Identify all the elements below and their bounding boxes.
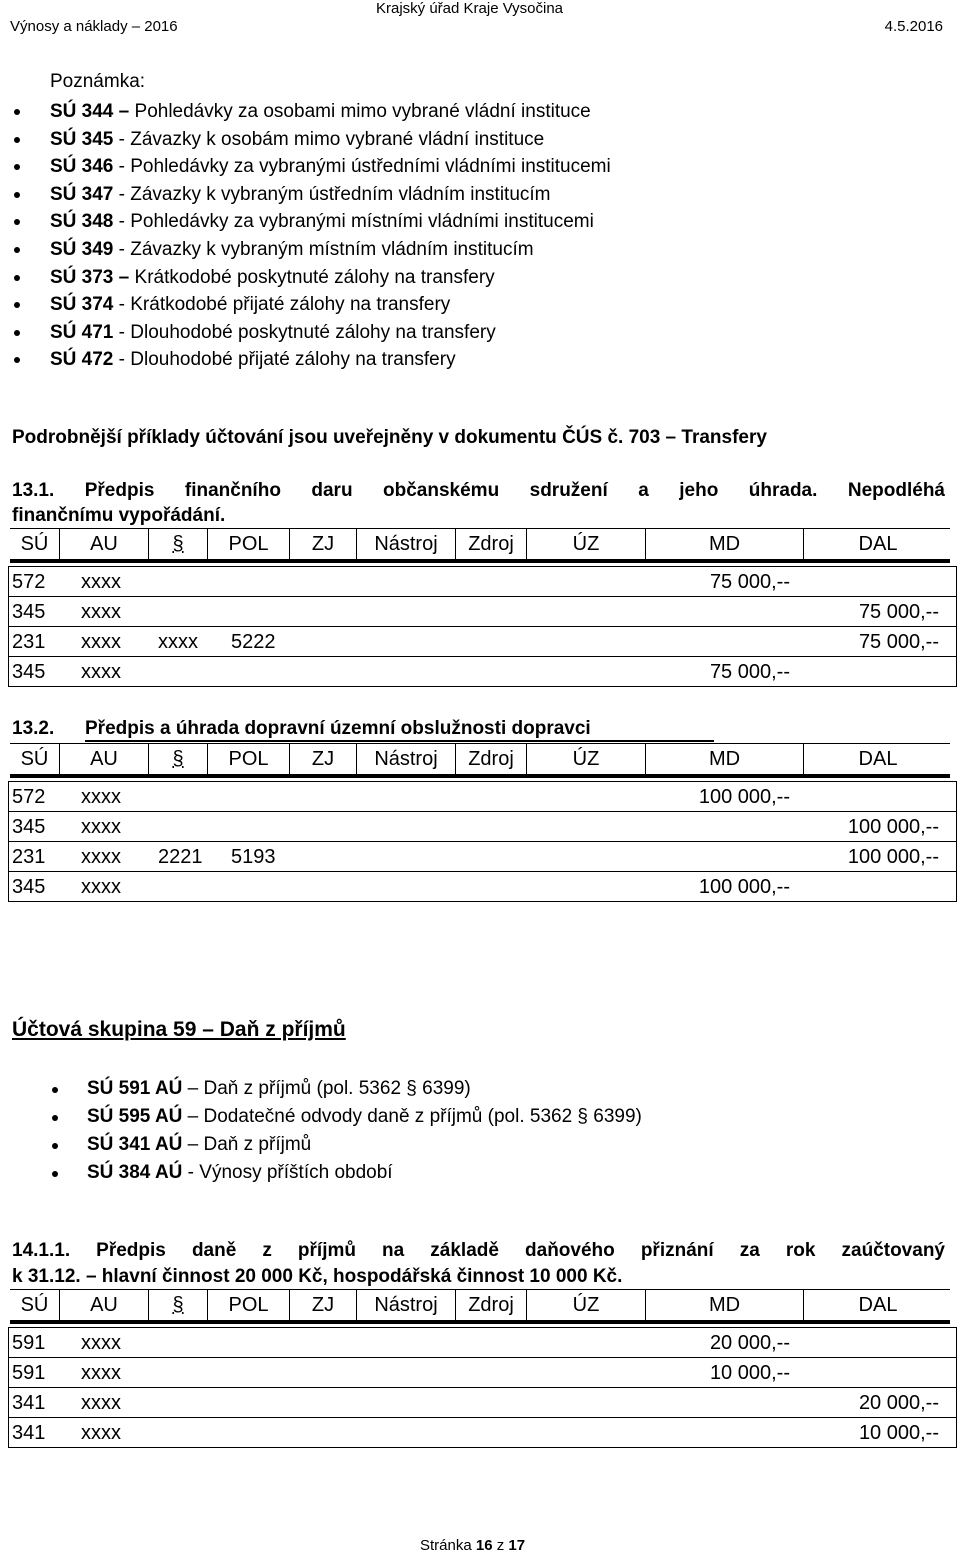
cell-md: 75 000,-- [709, 661, 790, 683]
column-separator [803, 1290, 804, 1320]
note-list [0, 98, 611, 374]
column-header-2: AU [90, 533, 118, 555]
cell-dal: 20 000,-- [858, 1392, 939, 1414]
table-row [9, 597, 957, 627]
column-header-1: SÚ [20, 1294, 49, 1316]
cell-pol: 5193 [231, 846, 276, 868]
row-cell [9, 812, 957, 842]
note-item-code: SÚ 347 [50, 183, 114, 205]
section1-title-line1: 13.1. Předpis finančního daru občanskému sdružení a jeho úhrada. Nepodléhá [12, 480, 945, 501]
section2-number: 13.2. [12, 718, 55, 739]
group59-item-code: SÚ 591 AÚ [87, 1078, 183, 1099]
note-item [0, 208, 611, 236]
column-separator [207, 1290, 208, 1320]
section1-title-line2: finančnímu vypořádání. [12, 505, 226, 526]
section2-table [8, 781, 957, 902]
group59-heading: Účtová skupina 59 – Daň z příjmů [12, 1018, 346, 1041]
column-header-2: AU [90, 748, 118, 770]
note-item-code: SÚ 345 [50, 128, 114, 150]
cell-au: xxxx [81, 786, 121, 808]
cell-au: xxxx [81, 661, 121, 683]
page-header [0, 0, 960, 40]
cell-au: xxxx [81, 1362, 121, 1384]
group59-item [0, 1159, 642, 1187]
column-header-6: Nástroj [374, 533, 438, 555]
note-item-code: SÚ 346 [50, 156, 114, 178]
cell-dal: 75 000,-- [858, 601, 939, 623]
column-header-6: Nástroj [374, 748, 438, 770]
column-separator [207, 529, 208, 559]
column-separator [59, 744, 60, 774]
cell-su: 572 [12, 571, 46, 593]
cell-au: xxxx [81, 571, 121, 593]
group59-item [0, 1075, 642, 1103]
table-row [9, 1388, 957, 1418]
column-header-3: § [172, 1294, 184, 1316]
table-row [9, 1358, 957, 1388]
cell-dal: 100 000,-- [847, 846, 939, 868]
column-separator [289, 744, 290, 774]
column-separator [645, 529, 646, 559]
cell-su: 231 [12, 631, 46, 653]
group59-item [0, 1103, 642, 1131]
table-row [9, 567, 957, 597]
note-item [0, 126, 611, 154]
note-item-text: - Krátkodobé přijaté zálohy na transfery [118, 294, 451, 316]
cell-au: xxxx [81, 816, 121, 838]
column-header-10: DAL [858, 533, 898, 555]
cell-dal: 75 000,-- [858, 631, 939, 653]
row-cell [9, 782, 957, 812]
cell-dal: 100 000,-- [847, 816, 939, 838]
column-separator [356, 1290, 357, 1320]
row-cell [9, 1328, 957, 1358]
footer-mid: z [496, 1537, 505, 1554]
group59-item-text: – Daň z příjmů [187, 1134, 312, 1155]
row-cell [9, 1418, 957, 1448]
column-header-10: DAL [858, 748, 898, 770]
section3-column-header [10, 1289, 950, 1324]
section2-title: Předpis a úhrada dopravní územní obslužnosti dopravci [85, 718, 591, 739]
column-separator [59, 529, 60, 559]
column-header-8: ÚZ [572, 1294, 600, 1316]
note-item-text: - Dlouhodobé poskytnuté zálohy na transfery [118, 321, 496, 343]
table-row [9, 872, 957, 902]
group59-item-code: SÚ 384 AÚ [87, 1162, 183, 1183]
note-item [0, 264, 611, 292]
footer-page-total: 17 [508, 1537, 526, 1554]
column-header-1: SÚ [20, 748, 49, 770]
cell-su: 345 [12, 816, 46, 838]
column-separator [455, 1290, 456, 1320]
row-cell [9, 627, 957, 657]
column-separator [148, 529, 149, 559]
column-header-8: ÚZ [572, 533, 600, 555]
cell-au: xxxx [81, 601, 121, 623]
column-header-1: SÚ [20, 533, 49, 555]
column-header-9: MD [708, 1294, 741, 1316]
table-row [9, 842, 957, 872]
column-separator [645, 1290, 646, 1320]
note-item [0, 291, 611, 319]
column-header-4: POL [228, 748, 269, 770]
cell-paragraph: 2221 [158, 846, 203, 868]
cell-md: 100 000,-- [698, 876, 790, 898]
note-item-code: SÚ 344 – [50, 101, 130, 122]
row-cell [9, 597, 957, 627]
column-separator [526, 1290, 527, 1320]
column-header-4: POL [228, 1294, 269, 1316]
note-item-text: - Závazky k osobám mimo vybrané vládní instituce [118, 128, 545, 150]
row-cell [9, 657, 957, 687]
cell-dal: 10 000,-- [858, 1422, 939, 1444]
cell-su: 341 [12, 1422, 46, 1444]
note-item-text: - Pohledávky za vybranými ústředními vládními institucemi [118, 156, 611, 178]
header-date: 4.5.2016 [884, 18, 943, 35]
column-header-4: POL [228, 533, 269, 555]
column-header-3: § [172, 533, 184, 555]
header-left: Výnosy a náklady – 2016 [10, 18, 178, 35]
column-header-3: § [172, 748, 184, 770]
row-cell [9, 1358, 957, 1388]
section3-title-line1: 14.1.1. Předpis daně z příjmů na základě daňového přiznání za rok zaúčtovaný [12, 1240, 945, 1261]
column-separator [356, 529, 357, 559]
table-row [9, 782, 957, 812]
note-item-text: Krátkodobé poskytnuté zálohy na transfery [134, 266, 495, 288]
table-row [9, 1328, 957, 1358]
section1-table [8, 566, 957, 687]
cell-su: 345 [12, 601, 46, 623]
note-item-text: - Závazky k vybraným ústředním vládním institucím [118, 183, 551, 205]
column-separator [289, 1290, 290, 1320]
note-item [0, 236, 611, 264]
cell-su: 231 [12, 846, 46, 868]
note-item-text: - Dlouhodobé přijaté zálohy na transfery [118, 349, 456, 371]
group59-item-code: SÚ 341 AÚ [87, 1134, 183, 1155]
cell-md: 20 000,-- [709, 1332, 790, 1354]
header-center: Krajský úřad Kraje Vysočina [376, 0, 564, 17]
row-cell [9, 872, 957, 902]
row-cell [9, 842, 957, 872]
column-header-8: ÚZ [572, 748, 600, 770]
table-row [9, 812, 957, 842]
column-separator [455, 529, 456, 559]
cell-su: 345 [12, 876, 46, 898]
column-header-2: AU [90, 1294, 118, 1316]
group59-item-code: SÚ 595 AÚ [87, 1106, 183, 1127]
cell-su: 591 [12, 1332, 46, 1354]
note-item-code: SÚ 349 [50, 238, 114, 260]
column-separator [455, 744, 456, 774]
column-separator [289, 529, 290, 559]
cell-au: xxxx [81, 1392, 121, 1414]
column-separator [803, 744, 804, 774]
note-item-code: SÚ 471 [50, 321, 114, 343]
column-separator [526, 529, 527, 559]
page-footer [420, 1537, 525, 1554]
note-item [0, 153, 611, 181]
group59-item-text: - Výnosy příštích období [187, 1162, 393, 1183]
table-row [9, 657, 957, 687]
note-item [0, 319, 611, 347]
section2-column-header [10, 743, 950, 778]
details-line: Podrobnější příklady účtování jsou uveřejněny v dokumentu ČÚS č. 703 – Transfery [12, 427, 767, 448]
column-separator [148, 1290, 149, 1320]
cell-au: xxxx [81, 846, 121, 868]
row-cell [9, 567, 957, 597]
section3-table [8, 1327, 957, 1448]
note-item-text: Pohledávky za osobami mimo vybrané vládní instituce [134, 101, 591, 122]
note-item [0, 346, 611, 374]
cell-md: 100 000,-- [698, 786, 790, 808]
cell-su: 572 [12, 786, 46, 808]
cell-md: 10 000,-- [709, 1362, 790, 1384]
column-header-9: MD [708, 533, 741, 555]
column-header-10: DAL [858, 1294, 898, 1316]
cell-au: xxxx [81, 631, 121, 653]
note-item-text: - Závazky k vybraným místním vládním institucím [118, 238, 534, 260]
column-header-9: MD [708, 748, 741, 770]
note-item-code: SÚ 373 – [50, 266, 130, 288]
footer-page-number: 16 [475, 1537, 493, 1554]
group59-item-text: – Dodatečné odvody daně z příjmů (pol. 5362 § 6399) [187, 1106, 642, 1127]
cell-au: xxxx [81, 876, 121, 898]
column-header-5: ZJ [311, 1294, 335, 1316]
column-separator [148, 744, 149, 774]
column-separator [59, 1290, 60, 1320]
note-item-text: - Pohledávky za vybranými místními vládními institucemi [118, 211, 594, 233]
column-separator [356, 744, 357, 774]
column-separator [803, 529, 804, 559]
cell-au: xxxx [81, 1332, 121, 1354]
section1-column-header [10, 528, 950, 563]
column-header-7: Zdroj [468, 533, 514, 555]
column-header-7: Zdroj [468, 1294, 514, 1316]
table-row [9, 1418, 957, 1448]
column-separator [207, 744, 208, 774]
note-item-code: SÚ 472 [50, 349, 114, 371]
column-header-7: Zdroj [468, 748, 514, 770]
cell-su: 345 [12, 661, 46, 683]
cell-pol: 5222 [231, 631, 276, 653]
cell-au: xxxx [81, 1422, 121, 1444]
column-header-5: ZJ [311, 533, 335, 555]
cell-paragraph: xxxx [158, 631, 198, 653]
note-item-code: SÚ 348 [50, 211, 114, 233]
group59-item [0, 1131, 642, 1159]
note-item-code: SÚ 374 [50, 294, 114, 316]
cell-md: 75 000,-- [709, 571, 790, 593]
note-item [0, 181, 611, 209]
column-separator [645, 744, 646, 774]
group59-list [0, 1075, 642, 1187]
column-header-6: Nástroj [374, 1294, 438, 1316]
column-separator [526, 744, 527, 774]
table-row [9, 627, 957, 657]
section2-title-underline [85, 740, 714, 742]
footer-prefix: Stránka [420, 1537, 472, 1554]
column-header-5: ZJ [311, 748, 335, 770]
note-item [0, 98, 611, 126]
cell-su: 341 [12, 1392, 46, 1414]
note-title: Poznámka: [50, 71, 146, 92]
section3-title-line2: k 31.12. – hlavní činnost 20 000 Kč, hospodářská činnost 10 000 Kč. [12, 1266, 623, 1287]
cell-su: 591 [12, 1362, 46, 1384]
group59-item-text: – Daň z příjmů (pol. 5362 § 6399) [187, 1078, 471, 1099]
row-cell [9, 1388, 957, 1418]
